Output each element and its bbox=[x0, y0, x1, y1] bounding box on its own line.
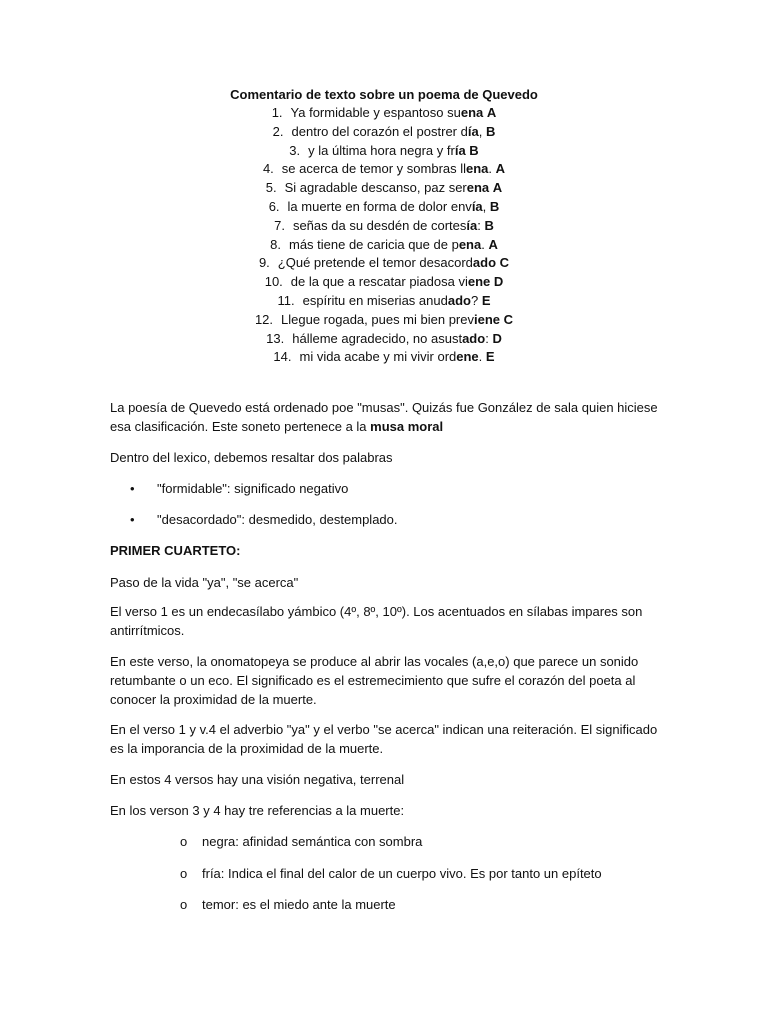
line-text: más tiene de caricia que de p bbox=[288, 236, 459, 252]
rhyme-ending: ene bbox=[467, 274, 491, 290]
line-number: 2. bbox=[272, 123, 284, 139]
rhyme-ending: ene bbox=[456, 349, 479, 365]
rhyme-letter: B bbox=[489, 198, 500, 214]
poem-line: 7. señas da su desdén de cortesía: B bbox=[0, 217, 768, 236]
rhyme-letter: D bbox=[493, 274, 504, 290]
rhyme-letter: E bbox=[481, 292, 491, 308]
poem-line bbox=[0, 104, 768, 123]
line-number: 7. bbox=[274, 217, 285, 233]
line-number: 11. bbox=[277, 292, 295, 308]
line-number: 14. bbox=[273, 349, 292, 365]
poem-line: 6. la muerte en forma de dolor envía, B bbox=[0, 198, 768, 217]
line-text: y la última hora negra y fr bbox=[308, 142, 455, 158]
rhyme-ending: ía bbox=[466, 217, 478, 233]
line-number: 10. bbox=[264, 274, 283, 290]
line-number: 9. bbox=[258, 255, 270, 271]
line-text: se acerca de temor y sombras ll bbox=[281, 161, 467, 177]
document-title: Comentario de texto sobre un poema de Quevedo bbox=[230, 87, 538, 102]
rhyme-letter: A bbox=[492, 180, 503, 196]
line-text: de la que a rescatar piadosa vi bbox=[290, 274, 468, 290]
rhyme-ending: ado bbox=[462, 330, 486, 346]
paragraph: El verso 1 es un endecasílabo yámbico (4º, 8º, 10º). Los acentuados en sílabas impares son antirrítmicos. bbox=[110, 604, 643, 638]
rhyme-letter: B bbox=[484, 217, 494, 233]
line-number: 8. bbox=[270, 236, 281, 252]
poem-line: 13. hálleme agradecido, no asustado: D bbox=[0, 330, 768, 349]
line-text: mi vida acabe y mi vivir ord bbox=[299, 349, 457, 365]
rhyme-ending: ena bbox=[466, 180, 490, 196]
line-text: Llegue rogada, pues mi bien prev bbox=[281, 311, 474, 327]
bullet-icon: • bbox=[130, 481, 135, 496]
paragraph: Paso de la vida "ya", "se acerca" bbox=[110, 575, 299, 590]
sub-item-text: negra: afinidad semántica con sombra bbox=[202, 834, 423, 849]
line-text: la muerte en forma de dolor env bbox=[287, 198, 472, 214]
poem-line bbox=[0, 179, 768, 198]
rhyme-letter: B bbox=[485, 123, 496, 139]
rhyme-letter: A bbox=[488, 236, 498, 252]
poem-line bbox=[0, 273, 768, 292]
poem-line bbox=[0, 311, 768, 330]
circle-bullet-icon: o bbox=[180, 866, 188, 881]
rhyme-letter: A bbox=[495, 161, 506, 177]
intro-text: La poesía de Quevedo está ordenado poe "musas". Quizás fue González de sala quien hiciese esa clasificación. Este soneto pertenece a la bbox=[110, 400, 658, 434]
intro-paragraph bbox=[110, 398, 670, 436]
rhyme-ending: ena bbox=[460, 105, 484, 120]
rhyme-letter: D bbox=[492, 330, 502, 346]
rhyme-letter: B bbox=[469, 142, 479, 158]
line-number: 3. bbox=[289, 142, 301, 158]
paragraph: En este verso, la onomatopeya se produce al abrir las vocales (a,e,o) que parece un sonido retumbante o un eco. El significado es el estremecimiento que sufre el corazón del poeta al conocer la proximidad de la muerte. bbox=[110, 654, 639, 707]
list-item bbox=[180, 895, 396, 914]
rhyme-ending: ado bbox=[447, 292, 471, 308]
bullet-text: "desacordado": desmedido, destemplado. bbox=[157, 512, 398, 527]
line-number: 13. bbox=[266, 330, 285, 346]
paragraph: En los verson 3 y 4 hay tre referencias a la muerte: bbox=[110, 803, 405, 818]
list-item bbox=[180, 864, 602, 883]
line-text: señas da su desdén de cortes bbox=[292, 217, 467, 233]
poem-line: 14. mi vida acabe y mi vivir ordene. E bbox=[0, 348, 768, 367]
line-text: espíritu en miserias anud bbox=[302, 292, 448, 308]
rhyme-ending: ena bbox=[458, 236, 482, 252]
poem-list bbox=[0, 104, 768, 367]
rhyme-letter: C bbox=[503, 311, 514, 327]
poem-line: 8. más tiene de caricia que de pena. A bbox=[0, 236, 768, 255]
line-text: dentro del corazón el postrer d bbox=[291, 123, 468, 139]
rhyme-letter: A bbox=[486, 105, 497, 120]
list-item bbox=[130, 510, 398, 529]
line-number: 12. bbox=[254, 311, 274, 327]
rhyme-ending: ía bbox=[471, 198, 483, 214]
list-item bbox=[180, 832, 422, 851]
poem-line: 4. se acerca de temor y sombras llena. A bbox=[0, 160, 768, 179]
rhyme-ending: iene bbox=[474, 311, 501, 327]
poem-line: 11. espíritu en miserias anudado? E bbox=[0, 292, 768, 311]
list-item bbox=[130, 479, 348, 498]
rhyme-ending: ena bbox=[466, 161, 489, 177]
circle-bullet-icon: o bbox=[180, 897, 188, 912]
rhyme-ending: ía bbox=[467, 123, 479, 139]
lexico-paragraph: Dentro del lexico, debemos resaltar dos palabras bbox=[110, 450, 393, 465]
musa-moral-bold: musa moral bbox=[370, 419, 444, 434]
line-number: 6. bbox=[268, 198, 280, 214]
sub-item-text: fría: Indica el final del calor de un cuerpo vivo. Es por tanto un epíteto bbox=[202, 866, 602, 881]
poem-line bbox=[0, 254, 768, 273]
line-number: 5. bbox=[265, 180, 277, 196]
line-number: 1. bbox=[271, 105, 283, 120]
circle-bullet-icon: o bbox=[180, 834, 188, 849]
line-text: Ya formidable y espantoso su bbox=[290, 105, 461, 120]
paragraph: En el verso 1 y v.4 el adverbio "ya" y el verbo "se acerca" indican una reiteración. El significado es la imporancia de la proximidad de la muerte. bbox=[110, 722, 658, 756]
line-number: 4. bbox=[262, 161, 274, 177]
sub-item-text: temor: es el miedo ante la muerte bbox=[202, 897, 396, 912]
section-heading: PRIMER CUARTETO: bbox=[110, 543, 241, 558]
line-text: Si agradable descanso, paz ser bbox=[284, 180, 467, 196]
rhyme-ending: ado bbox=[472, 255, 497, 271]
line-text: ¿Qué pretende el temor desacord bbox=[277, 255, 473, 271]
bullet-icon: • bbox=[130, 512, 135, 527]
line-text: hálleme agradecido, no asust bbox=[292, 330, 463, 346]
rhyme-letter: C bbox=[499, 255, 510, 271]
rhyme-ending: ía bbox=[454, 142, 466, 158]
poem-line bbox=[0, 142, 768, 161]
poem-line: 2. dentro del corazón el postrer día, B bbox=[0, 123, 768, 142]
bullet-text: "formidable": significado negativo bbox=[157, 481, 349, 496]
rhyme-letter: E bbox=[485, 349, 495, 365]
paragraph: En estos 4 versos hay una visión negativa, terrenal bbox=[110, 772, 405, 787]
